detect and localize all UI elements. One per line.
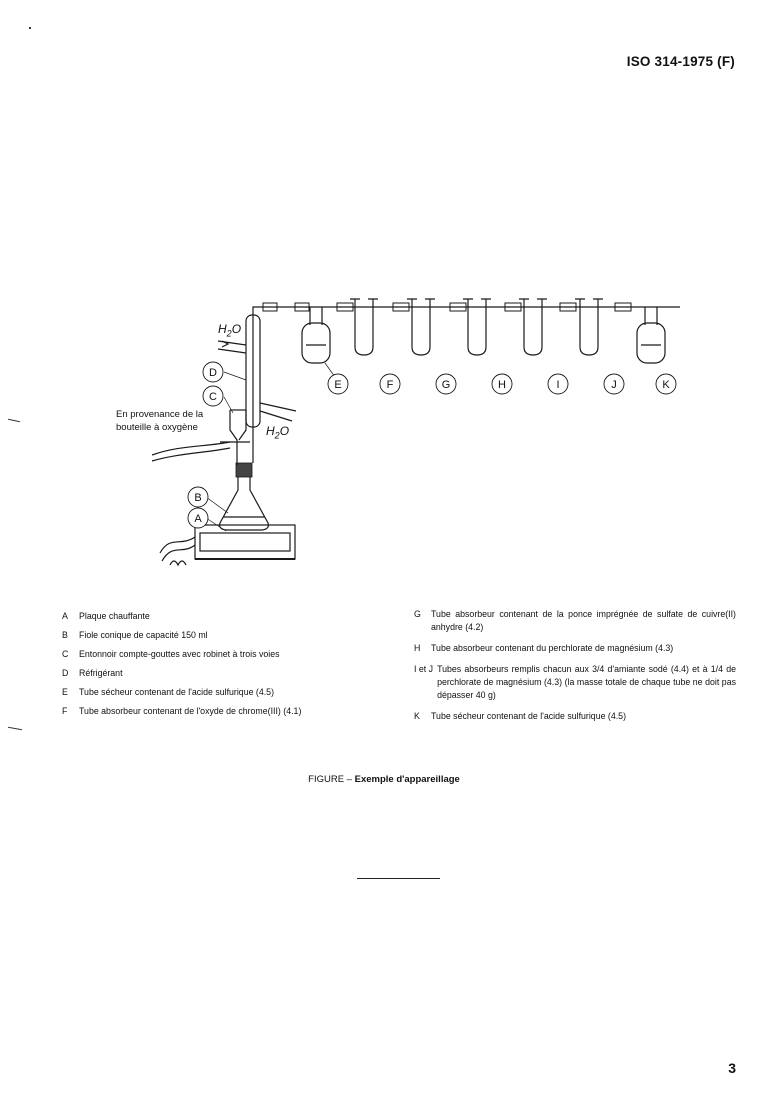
leader-lines bbox=[206, 363, 335, 531]
end-rule bbox=[357, 878, 440, 879]
legend-right bbox=[414, 608, 736, 731]
apparatus-drawing bbox=[100, 285, 740, 585]
callout-f: F bbox=[386, 379, 394, 391]
legend-item-c: C Entonnoir compte-gouttes avec robinet à trois voies bbox=[62, 649, 280, 659]
callout-j: J bbox=[611, 379, 617, 391]
legend-left bbox=[62, 610, 372, 724]
scan-speck bbox=[29, 27, 31, 29]
legend-item-e: E Tube sécheur contenant de l'acide sulfurique (4.5) bbox=[62, 687, 275, 697]
conical-flask bbox=[220, 463, 269, 530]
callout-b: B bbox=[194, 492, 202, 504]
drying-tube-k bbox=[637, 307, 665, 363]
page-number: 3 bbox=[728, 1060, 736, 1076]
callout-a: A bbox=[194, 513, 202, 525]
callout-c: C bbox=[209, 391, 217, 403]
scan-mark bbox=[8, 419, 20, 422]
legend-item-k: K Tube sécheur contenant de l'acide sulfurique (4.5) bbox=[414, 711, 627, 721]
hot-plate bbox=[160, 525, 295, 565]
callout-i: I bbox=[556, 379, 560, 391]
callout-k: K bbox=[662, 379, 670, 391]
legend-item-h: H Tube absorbeur contenant du perchlorate de magnésium (4.3) bbox=[414, 643, 674, 653]
apparatus-figure bbox=[100, 285, 740, 585]
callout-d: D bbox=[209, 367, 217, 379]
legend-item-i-j: I et J Tubes absorbeurs remplis chacun aux 3/4 d'amiante sodé (4.4) et à 1/4 de perchlorate de magnésium (4.3) (la masse totale de chaque tube ne doit pas dépasser 40 g) bbox=[414, 664, 736, 700]
figure-caption bbox=[0, 774, 768, 785]
legend-item-g: G Tube absorbeur contenant de la ponce imprégnée de sulfate de cuivre(II) anhydre (4.2) bbox=[414, 609, 736, 632]
caption-prefix: FIGURE – bbox=[308, 774, 355, 785]
water-outlet-label: $H_2O$ bbox=[266, 424, 290, 441]
callout-g: G bbox=[441, 379, 451, 391]
drying-tube-e bbox=[302, 307, 330, 363]
caption-title: Exemple d'appareillage bbox=[354, 774, 460, 785]
legend-item-b: B Fiole conique de capacité 150 ml bbox=[62, 630, 208, 640]
legend-item-d: D Réfrigérant bbox=[62, 668, 123, 678]
callout-h: H bbox=[498, 379, 506, 391]
scan-mark bbox=[8, 727, 22, 730]
water-inlet-label: $H_2O$ bbox=[218, 322, 242, 339]
document-reference: ISO 314-1975 (F) bbox=[626, 54, 735, 69]
oxygen-inlet-label: En provenance de la bouteille à oxygène bbox=[116, 409, 204, 433]
callout-e: E bbox=[334, 379, 342, 391]
legend-item-f: F Tube absorbeur contenant de l'oxyde de chrome(III) (4.1) bbox=[62, 706, 302, 716]
legend-item-a: A Plaque chauffante bbox=[62, 611, 150, 621]
